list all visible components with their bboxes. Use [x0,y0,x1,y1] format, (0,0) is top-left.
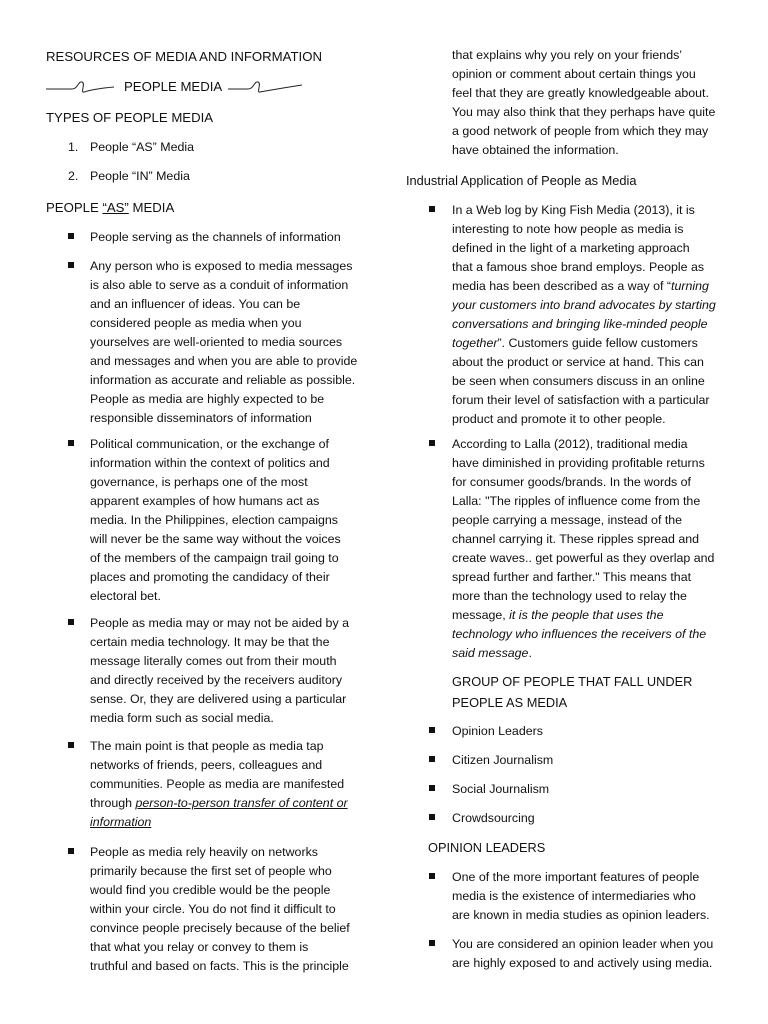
group-heading [452,671,692,713]
bullet-text: Crowdsourcing [452,811,535,825]
text-line: product and promote it to other people. [452,412,666,426]
text-line: According to Lalla (2012), traditional media [452,437,688,451]
text-line: people carrying a message, instead of the [452,513,683,527]
text-line: convince people precisely because of the belief [90,921,350,935]
bullet-text [452,868,737,925]
text-line: that explains why you rely on your friends’ [452,48,683,62]
text-line: networks of friends, peers, colleagues and [90,758,323,772]
text-line: message literally comes out from their mouth [90,654,337,668]
bullet-square-icon [429,206,435,212]
text-line [90,794,380,813]
squiggle-divider-right [226,79,306,95]
text-line: information within the context of politics and [90,456,330,470]
text-line: People as media are highly expected to be [90,392,325,406]
text-line: would find you credible would be the people [90,883,331,897]
heading-text: MEDIA [128,200,175,215]
text-line [90,813,380,832]
text-line: responsible disseminators of information [90,411,312,425]
bullet-square-icon [429,727,435,733]
text-line: and messages and when you are able to provide [90,354,358,368]
emphasized-text: information [90,815,152,829]
text-line: You are considered an opinion leader when you [452,937,714,951]
bullet-text [90,737,380,832]
bullet-square-icon [68,742,74,748]
bullet-text [452,201,732,429]
text-line: Any person who is exposed to media messages [90,259,353,273]
document-title: RESOURCES OF MEDIA AND INFORMATION [46,49,322,64]
text-line: forum their level of satisfaction with a particular [452,393,710,407]
text-line: People as media rely heavily on networks [90,845,318,859]
text-line: In a Web log by King Fish Media (2013), it is [452,203,695,217]
text-run: through [90,796,136,810]
text-line: media is the existence of intermediaries who [452,889,696,903]
bullet-square-icon [429,940,435,946]
text-line: opinion or comment about certain things you [452,67,696,81]
emphasized-text: conversations and bringing like-minded people [452,317,708,331]
text-line [452,644,737,663]
text-line: media form such as social media. [90,711,274,725]
text-line: interesting to note how people as media is [452,222,684,236]
text-line: and directly received by the receivers auditory [90,673,343,687]
people-as-media-heading [46,198,174,217]
text-line: that a famous shoe brand employs. People as [452,260,705,274]
text-line [452,277,732,296]
text-line: defined in the light of a marketing approach [452,241,690,255]
opinion-leaders-heading: OPINION LEADERS [428,840,546,855]
bullet-text [90,843,380,976]
emphasized-text: turning [671,279,709,293]
text-line: have diminished in providing profitable returns [452,456,705,470]
bullet-square-icon [68,233,74,239]
emphasized-text: technology who influences the receivers of the [452,627,707,641]
emphasized-text: person-to-person transfer of content or [135,796,348,810]
text-line [452,334,732,353]
list-item [429,780,729,800]
text-line: People serving as the channels of information [90,230,341,244]
text-line: and an influencer of ideas. You can be [90,297,301,311]
text-line: truthful and based on facts. This is the principle [90,959,349,973]
text-line: that what you relay or convey to them is [90,940,309,954]
emphasized-text: together [452,336,498,350]
text-line: more than the technology used to relay the [452,589,687,603]
list-text: People “AS” Media [90,140,194,154]
text-line: communities. People as media are manifested [90,777,345,791]
text-line: considered people as media when you [90,316,302,330]
bullet-square-icon [429,873,435,879]
bullet-text [90,257,380,428]
text-line [452,606,737,625]
bullet-text [452,435,737,663]
bullet-square-icon [68,619,74,625]
bullet-text: Citizen Journalism [452,753,554,767]
text-line: Lalla: "The ripples of influence come from the [452,494,701,508]
bullet-square-icon [68,848,74,854]
text-line: electoral bet. [90,589,161,603]
text-line: sense. Or, they are delivered using a particular [90,692,347,706]
text-run: message, [452,608,510,622]
bullet-square-icon [429,785,435,791]
text-line: of the members of the campaign trail going to [90,551,339,565]
text-line [452,296,732,315]
text-line: channel carrying it. These ripples spread and [452,532,700,546]
bullet-text [90,435,380,606]
list-number: 2. [68,169,79,183]
text-run: ”. Customers guide fellow customers [497,336,698,350]
text-line: One of the more important features of people [452,870,700,884]
text-line [452,625,737,644]
list-item [68,167,368,186]
list-item [429,751,729,771]
text-line: information as accurate and reliable as possible. [90,373,356,387]
heading-underlined: “AS” [102,200,129,215]
text-line: is also able to serve as a conduit of information [90,278,349,292]
paragraph-text [452,46,752,160]
heading-text: PEOPLE [46,200,103,215]
text-line: governance, is perhaps one of the most [90,475,308,489]
text-line: yourselves are well-oriented to media sources [90,335,343,349]
text-line: a good network of people from which they may [452,124,709,138]
bullet-square-icon [68,262,74,268]
heading-line: PEOPLE AS MEDIA [452,695,568,710]
list-number: 1. [68,140,79,154]
text-line: create waves.. get powerful as they overlap and [452,551,715,565]
text-line: be seen when consumers discuss in an online [452,374,705,388]
text-line: Political communication, or the exchange of [90,437,329,451]
text-line: have obtained the information. [452,143,619,157]
people-media-subtitle: PEOPLE MEDIA [124,79,223,94]
text-line: apparent examples of how humans act as [90,494,320,508]
text-line: about the product or service at hand. This can [452,355,704,369]
text-line: certain media technology. It may be that the [90,635,330,649]
industrial-application-heading: Industrial Application of People as Media [406,173,637,188]
text-line: are known in media studies as opinion leaders. [452,908,710,922]
text-line: feel that they are greatly knowledgeable about. [452,86,709,100]
list-item [429,722,729,742]
types-heading: TYPES OF PEOPLE MEDIA [46,110,214,125]
text-line: places and promoting the candidacy of their [90,570,330,584]
text-line: spread further and farther." This means that [452,570,692,584]
emphasized-text: said message [452,646,529,660]
text-line: for consumer goods/brands. In the words of [452,475,691,489]
bullet-text: Opinion Leaders [452,724,543,738]
list-item [429,809,729,829]
squiggle-divider-left [44,79,116,95]
text-line: The main point is that people as media tap [90,739,324,753]
bullet-text [452,935,737,973]
types-list [68,138,368,186]
bullet-text [90,228,370,247]
text-run: media has been described as a way of “ [452,279,672,293]
text-line: You may also think that they perhaps have quite [452,105,716,119]
bullet-text [90,614,380,728]
bullet-square-icon [429,440,435,446]
text-line: People as media may or may not be aided by a [90,616,349,630]
bullet-square-icon [429,756,435,762]
text-line: media. In the Philippines, election campaigns [90,513,338,527]
text-line: within your circle. You do not find it difficult to [90,902,336,916]
text-line: will never be the same way without the voices [90,532,341,546]
text-line: primarily because the first set of people who [90,864,332,878]
text-line [452,315,732,334]
bullet-text: Social Journalism [452,782,550,796]
bullet-square-icon [429,814,435,820]
emphasized-text: it is the people that uses the [509,608,664,622]
text-line: are highly exposed to and actively using media. [452,956,713,970]
text-run: . [528,646,532,660]
heading-line: GROUP OF PEOPLE THAT FALL UNDER [452,674,693,689]
list-item [68,138,368,167]
bullet-square-icon [68,440,74,446]
list-text: People “IN” Media [90,169,190,183]
emphasized-text: your customers into brand advocates by starting [452,298,716,312]
